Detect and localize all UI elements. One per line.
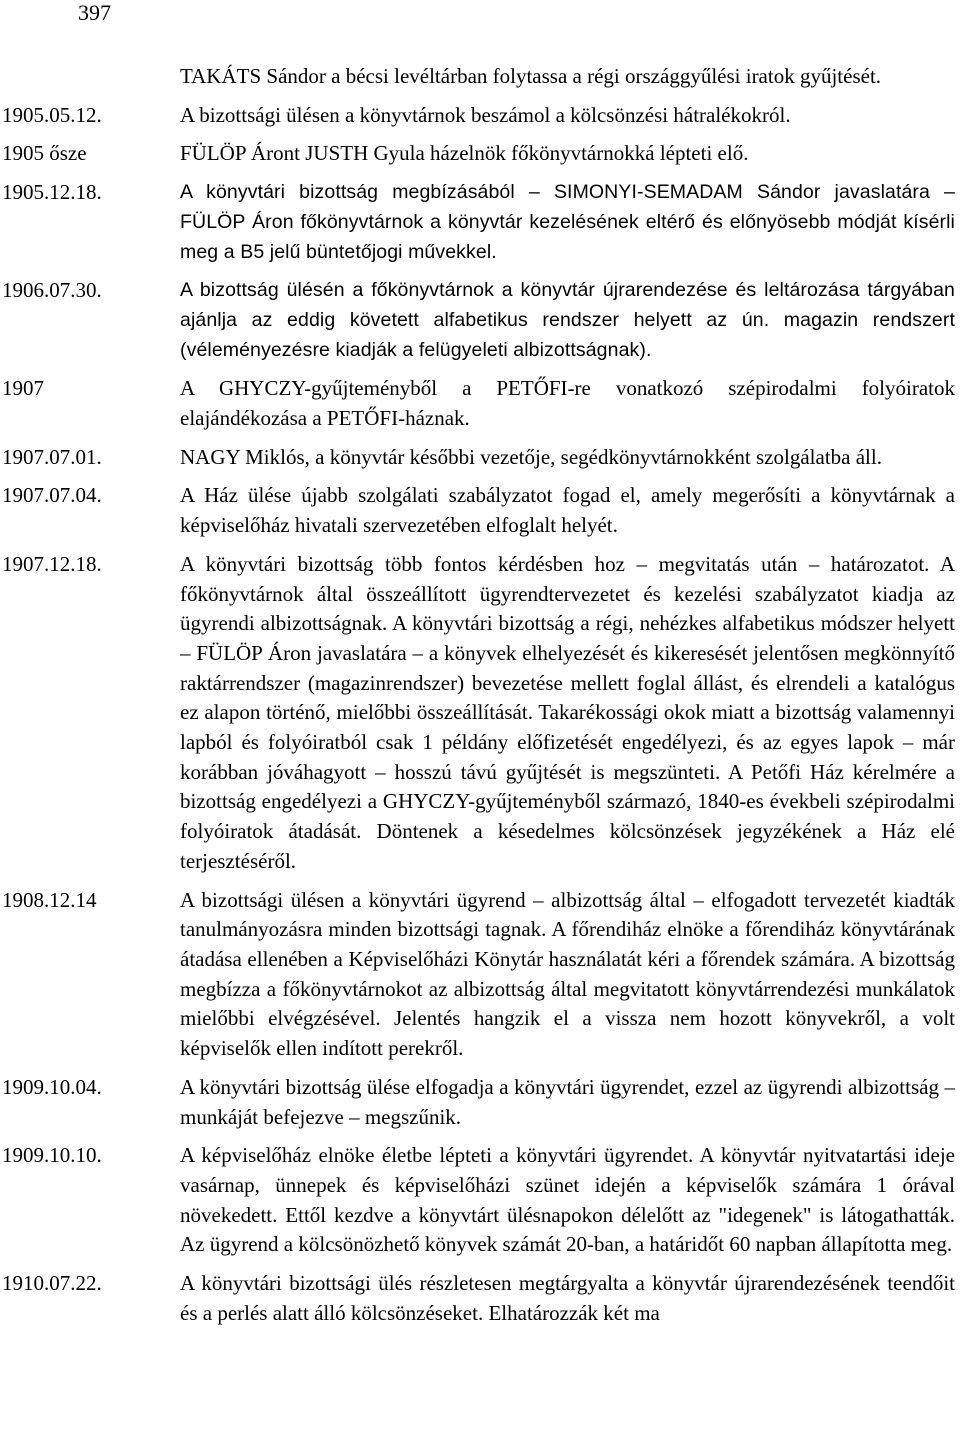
entry-date: 1906.07.30. (2, 278, 102, 303)
entry-text: A Ház ülése újabb szolgálati szabályzatot fogad el, amely megerősíti a könyvtárnak a képviselőház hivatali szervezetében elfoglalt helyét. (180, 483, 955, 538)
entry-text: FÜLÖP Áront JUSTH Gyula házelnök főkönyvtárnokká lépteti elő. (180, 141, 749, 166)
chronology-entry (0, 101, 960, 131)
chronology-entry (0, 1141, 960, 1260)
entry-date: 1907.12.18. (2, 551, 102, 576)
chronology-entry (0, 276, 960, 365)
entry-date: 1907 (2, 376, 44, 401)
chronology-entry (0, 1073, 960, 1132)
entry-text: NAGY Miklós, a könyvtár későbbi vezetője, segédkönyvtárnokként szolgálatba áll. (180, 444, 882, 469)
chronology-entry (0, 443, 960, 473)
entry-text: TAKÁTS Sándor a bécsi levéltárban folytassa a régi országgyűlési iratok gyűjtését. (180, 64, 882, 88)
entry-date: 1909.10.04. (2, 1074, 102, 1099)
entry-date (0, 62, 180, 92)
chronology-entry (0, 550, 960, 877)
chronology-entry (0, 481, 960, 540)
chronology-entry (0, 139, 960, 169)
entry-text: A bizottsági ülésen a könyvtárnok beszámol a kölcsönzési hátralékokról. (180, 102, 791, 127)
entry-text: A képviselőház elnöke életbe lépteti a könyvtári ügyrendet. A könyvtár nyitvatartási ideje vasárnap, ünnepek és képviselőházi szünet idején a képviselők számára 1 órával növekedett. Ettől kezdve a könyvtárt ülésnapokon délelőtt az "idegenek" is látogathatták. Az ügyrend a kölcsönözhető könyvek számát 20-ban, a határidőt 60 napban állapította meg. (180, 1143, 955, 1257)
entry-text: A bizottság ülésén a főkönyvtárnok a könyvtár újrarendezése és leltározása tárgyában ajánlja az eddig követett alfabetikus rendszer helyett az ún. magazin rendszert (véleményezésre kiadják a felügyeleti albizottságnak). (180, 279, 955, 361)
entry-text: A bizottsági ülésen a könyvtári ügyrend – albizottság által – elfogadott tervezetét kiadták tanulmányozásra minden bizottsági tagnak. A főrendiház elnöke a főrendiház könyvtárának átadása ellenében a Képviselőházi Könytár használatát kéri a főrendek számára. A bizottság megbízza a főkönyvtárnokot az albizottság által megvitatott könyvtárrendezési munkálatok mielőbbi elvégzésével. Jelentés hangzik el a vissza nem hozott könyvekről, a volt képviselők ellen indított perekről. (180, 887, 955, 1061)
entry-text: A könyvtári bizottság ülése elfogadja a könyvtári ügyrendet, ezzel az ügyrendi albizottság – munkáját befejezve – megszűnik. (180, 1074, 955, 1129)
entry-date: 1907.07.01. (2, 444, 102, 469)
entry-text: A könyvtári bizottsági ülés részletesen megtárgyalta a könyvtár újrarendezésének teendőit és a perlés alatt álló kölcsönzéseket. Elhatározzák két ma (180, 1271, 955, 1325)
entry-text: A könyvtári bizottság több fontos kérdésben hoz – megvitatás után – határozatot. A főkönyvtárnok által összeállított ügyrendtervezetet és kezelési szabályzatot kiadja az ügyrendi albizottságnak. A könyvtári bizottság a régi, nehézkes alfabetikus módszer helyett – FÜLÖP Áron javaslatára – a könyvek elhelyezését és kikeresését jelentősen megkönnyítő raktárrendszer (magazinrendszer) bevezetése mellett foglal állást, és elrendeli a katalógus ez alapon történő, mielőbbi összeállítását. Takarékossági okok miatt a bizottság valamennyi lapból és folyóiratból csak 1 példány előfizetését engedélyezi, és az egyes lapok – már korábban jóváhagyott – hosszú távú gyűjtését is megszünteti. A Petőfi Ház kérelmére a bizottság engedélyezi a GHYCZY-gyűjteményből származó, 1840-es évekbeli szépirodalmi folyóiratok átadását. Döntenek a késedelmes kölcsönzések jegyzékének a Ház elé terjesztéséről. (180, 551, 955, 873)
chronology-entry (0, 886, 960, 1064)
entry-date: 1905.12.18. (2, 180, 102, 205)
chronology-entry (0, 178, 960, 267)
chronology-entry (0, 62, 960, 92)
entry-date: 1908.12.14 (2, 887, 97, 912)
chronology-entry (0, 374, 960, 433)
entry-date: 1905.05.12. (2, 102, 102, 127)
entry-text: A könyvtári bizottság megbízásából – SIMONYI-SEMADAM Sándor javaslatára – FÜLÖP Áron főkönyvtárnok a könyvtár kezelésének eltérő és előnyösebb módját kísérli meg a B5 jelű büntetőjogi művekkel. (180, 181, 955, 263)
chronology-entry (0, 1269, 960, 1328)
entry-date: 1909.10.10. (2, 1143, 102, 1168)
chronology-list (0, 62, 960, 1337)
entry-date: 1907.07.04. (2, 483, 102, 508)
entry-date: 1905 ősze (2, 141, 87, 166)
entry-text: A GHYCZY-gyűjteményből a PETŐFI-re vonatkozó szépirodalmi folyóiratok elajándékozása a PETŐFI-háznak. (180, 376, 955, 431)
entry-date: 1910.07.22. (2, 1271, 102, 1296)
page-number: 397 (78, 0, 111, 25)
